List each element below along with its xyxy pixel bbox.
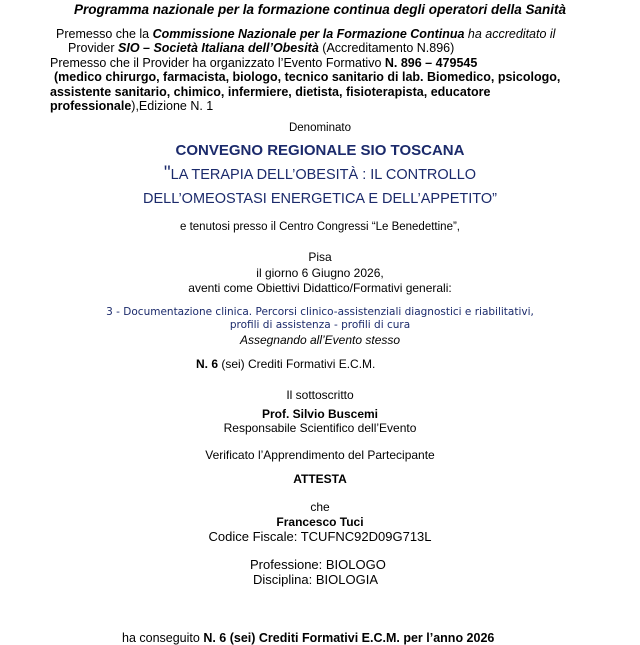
footer-credits-line: ha conseguito N. 6 (sei) Crediti Formativi E.C.M. per l’anno 2026 <box>122 631 495 645</box>
intro-line-3: Premesso che il Provider ha organizzato l’Evento Formativo N. 896 – 479545 <box>50 55 478 70</box>
credits-line: N. 6 (sei) Crediti Formativi E.C.M. <box>196 357 376 371</box>
che-label: che <box>310 500 330 514</box>
signatory-name: Prof. Silvio Buscemi <box>261 407 379 421</box>
program-header: Programma nazionale per la formazione continua degli operatori della Sanità <box>73 2 567 17</box>
verification-text: Verificato l’Apprendimento del Partecipante <box>205 448 435 462</box>
objectives-intro: aventi come Obiettivi Didattico/Formativi generali: <box>188 281 452 295</box>
intro-paragraph <box>50 27 620 113</box>
fiscal-code: Codice Fiscale: TCUFNC92D09G713L <box>208 529 432 544</box>
objective-line-2: profili di assistenza - profili di cura <box>229 319 411 331</box>
event-subtitle-line-2: DELL’OMEOSTASI ENERGETICA E DELL’APPETITO” <box>142 191 497 207</box>
objective-line-1: 3 - Documentazione clinica. Percorsi clinico-assistenziali diagnostici e riabilitativi, <box>106 306 534 318</box>
intro-line-4: (medico chirurgo, farmacista, biologo, tecnico sanitario di lab. Biomedico, psicologo, <box>54 70 561 85</box>
commission-name: Commissione Nazionale per la Formazione Continua <box>152 27 465 41</box>
intro-line-5: assistente sanitario, chimico, infermiere, dietista, fisioterapista, educatore <box>50 84 491 99</box>
intro-line-2: Provider SIO – Società Italiana dell’Obesità (Accreditamento N.896) <box>68 41 455 56</box>
intro-line-6: professionale),Edizione N. 1 <box>50 99 214 114</box>
participant-name: Francesco Tuci <box>276 515 364 529</box>
undersigned-label: Il sottoscritto <box>286 388 354 402</box>
provider-name: SIO – Società Italiana dell’Obesità <box>118 41 319 56</box>
attesta-heading: ATTESTA <box>293 472 347 486</box>
venue-text: e tenutosi presso il Centro Congressi “Le Benedettine”, <box>180 221 460 233</box>
discipline-text: Disciplina: BIOLOGIA <box>253 572 378 587</box>
intro-line-1: Premesso che la Commissione Nazionale per la Formazione Continua ha accreditato il <box>56 27 556 41</box>
profession-text: Professione: BIOLOGO <box>250 557 386 572</box>
date-text: il giorno 6 Giugno 2026, <box>256 266 384 280</box>
signatory-role: Responsabile Scientifico dell’Evento <box>223 421 417 435</box>
city-text: Pisa <box>308 250 332 264</box>
denominato-label: Denominato <box>288 122 351 134</box>
assigning-text: Assegnando all’Evento stesso <box>239 333 401 347</box>
event-title: CONVEGNO REGIONALE SIO TOSCANA <box>175 142 465 159</box>
event-subtitle-line-1: "LA TERAPIA DELL’OBESITÀ : IL CONTROLLO <box>163 163 477 184</box>
credits-number: N. 6 <box>196 357 219 371</box>
event-number: N. 896 – 479545 <box>384 55 478 70</box>
